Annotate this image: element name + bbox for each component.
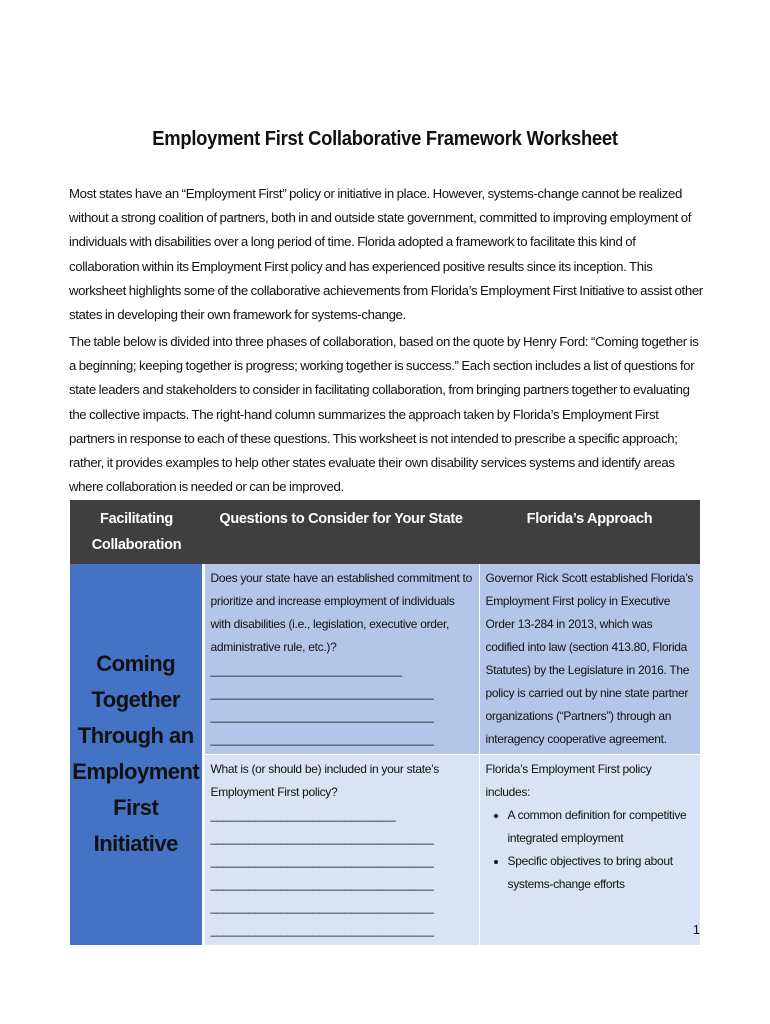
approach-bullet: • A common definition for competitive integrated employment: [508, 804, 695, 850]
answer-line: ___________________________________: [210, 732, 434, 746]
header-floridas-approach: Florida’s Approach: [479, 500, 700, 564]
table-header-row: [70, 500, 700, 564]
header-facilitating-collaboration: Facilitating Collaboration: [70, 500, 203, 564]
approach-text: Governor Rick Scott established Florida’s Employment First policy in Executive Order 13-284 in 2013, which was codified into law (section 413.80, Florida Statutes) by the Legislature in 2016. The policy is carried out by nine state partner organizations (“Partners”) through an interagency cooperative agreement.: [485, 571, 694, 746]
phase-label: Coming Together Through an Employment First Initiative: [70, 564, 203, 945]
approach-bullet-list: [486, 804, 695, 896]
answer-line: ___________________________________: [210, 877, 434, 891]
question-text: Does your state have an established commitment to prioritize and increase employment of individuals with disabilities (i.e., legislation, executive order, administrative rule, etc.)? ______________________________: [210, 571, 472, 677]
table-description-paragraph: The table below is divided into three phases of collaboration, based on the quote by Henry Ford: “Coming together is a beginning; keeping together is progress; working together is success.” Each section includes a list of questions for state leaders and stakeholders to consider in facilitating collaboration, from bringing partners together to evaluating the collective impacts. The right-hand column summarizes the approach taken by Florida’s Employment First partners in response to each of these questions. This worksheet is not intended to prescribe a specific approach; rather, it provides examples to help other states evaluate their own disability services systems and identify areas where collaboration is needed or can be improved.: [69, 334, 699, 495]
approach-bullet: • Specific objectives to bring about systems-change efforts: [508, 850, 695, 896]
intro-paragraph: Most states have an “Employment First” policy or initiative in place. However, systems-change cannot be realized without a strong coalition of partners, both in and outside state government, committed to improving employment of individuals with disabilities over a long period of time. Florida adopted a framework to facilitate this kind of collaboration within its Employment First policy and has experienced positive results since its inception. This worksheet highlights some of the collaborative achievements from Florida’s Employment First Initiative to assist other states in developing their own framework for systems-change.: [69, 186, 703, 323]
question-text: What is (or should be) included in your state’s Employment First policy? _____________________________: [210, 762, 439, 822]
approach-text: Florida’s Employment First policy includes:: [485, 762, 652, 799]
answer-line: ___________________________________: [210, 900, 434, 914]
approach-cell: [479, 564, 700, 755]
question-cell: [203, 564, 479, 755]
answer-line: ___________________________________: [210, 923, 434, 937]
question-cell: [203, 755, 479, 946]
answer-line: ___________________________________: [210, 686, 434, 700]
page-number: 1: [692, 922, 700, 937]
table-row: [70, 564, 700, 755]
page-title: Employment First Collaborative Framework Worksheet: [152, 128, 618, 150]
answer-line: ___________________________________: [210, 854, 434, 868]
header-questions: Questions to Consider for Your State: [203, 500, 479, 564]
approach-cell: [479, 755, 700, 946]
answer-line: ___________________________________: [210, 709, 434, 723]
collaborative-framework-table: [70, 500, 700, 946]
answer-line: ___________________________________: [210, 831, 434, 845]
